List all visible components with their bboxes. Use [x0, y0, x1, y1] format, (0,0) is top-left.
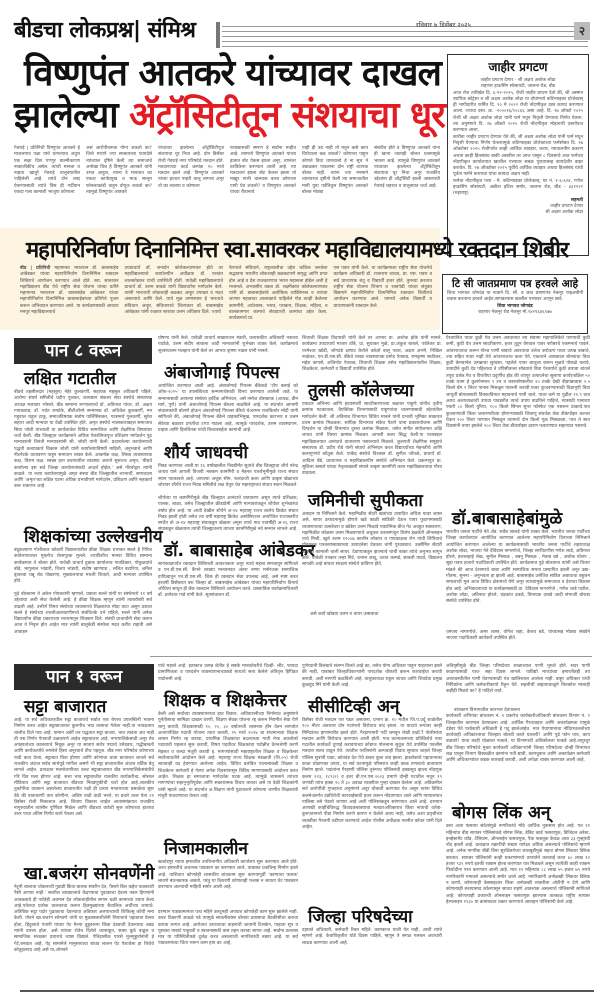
lost-certificate-ad — [442, 274, 588, 334]
section2-column-b — [158, 664, 298, 990]
article-text: अतिवृष्टीमुळे बीड जिल्हा परिषदेच्या शाळाच्याल पाणी भूमले होते. सदर पाणी काढण्यासाठी पाच- सहा दिवस लागले. याविद्यो माध्यांच्या इमारतीतही तय अत्यावस्थीतील पाणी घेवण्यासाठी पंच खालिस्ताल आलेला नाही. बाहूर अधिकार यांची निपिकोना आणि कर्मचारीकार्या रिहून येते. सहलीची बाहत्याचाळूने किरकोल मालाही कहीही मिळते का? हे पाहिले जाते. — [446, 664, 590, 695]
masthead-divider — [216, 22, 220, 48]
article-title: जमिनीची सुपीकता — [308, 491, 423, 511]
section2-column-a — [14, 664, 154, 990]
notice-issuer-address: राहणार हाऊसिंग सोसायटी, जालना रोड, बीड — [480, 84, 556, 90]
article-column: संबंधीत होते व विष्णुपंत आतकरे यांना ही खाना जाताही बोलत प्रश्नमामुळे भावना आहे. त्यामुळे विष्णुपंत आतकरे यांच्यावर झालेल्या अ‍ॅट्रॉसिटीतून संशयाचा धूर निचा अनूर राजकीय उद्देशांना ही ऑट्रॉसिटी झाली असल्याची गेवराई शहरात व तालुक्यात चर्चा आहे. — [374, 146, 440, 189]
lead-story-body — [14, 146, 440, 228]
masthead-rules — [216, 22, 588, 48]
article-text: धनंजय नागरगोजे, अमर शास्त्र, योगेश शहा, केशव बडे, यांच्यासह मोठ्या संख्येने भाजपा पदाधिकारी कार्यकर्ते उपस्थित होते. — [446, 630, 590, 642]
lost-certificate-body: शिवा भागवत जोगदंड या नावाने दि. सी. व जात प्रमाणपत्र नेकनूर पाइअवीनी प्रवास करताना हरवले आहेत,सापडल्यास खालील पत्त्यावर आणून द्यावे. — [447, 291, 583, 303]
article-title: शिक्षक व शिक्षकेत्तर — [164, 691, 287, 711]
section-banner: पान ८ वरून — [14, 338, 152, 364]
article-column: गेवराई | प्रतिनिधी विष्णुपंत आतकरे हे माजलगाव पक्षा यांचे चांगल्याच अधुरा एक सक्षा दिस पण्णूर वाल्मीकापण नाकालीकीच असेल. त्यांची मानला व नव्हता खातुरे गेवराई तालुक्यातील पाहिलेली आहे. त्यांचे दोन शब्द ऐकण्यासाठी त्यांचे विस ही गर्दीवान एकदा गला कामाशी भाजूपा कोणाला — [14, 146, 80, 196]
article-column: फायद्यासाठी स्मरण हे सर्वांना माहीत आहे. त्यामध्ये विष्णुपंत आतकरे यांच्या हातात बोट येकस झाला अनूर, त्यानंतर ठरविकेना करण्यात आली आहे. त्या मतदारानं झाला बोट केलल झाला तो माझूर गाली चालवक बाला कोणाला पायी येड शकतो? व विष्णुपंत आतकरे यांच्या रीवानाचे — [230, 146, 296, 196]
notice-address: फर्मचा नोंदणीकृत पत्ता - मे. कॉटेन्याइका प्रोजेक्टस्, घर नं. १-६-६२४, गणेश हाऊसिंग सोसायटी, अन्नीता हॉटेल समोर, जालना रोड, बीड - ४३११२२ (महाराष्ट्र) — [453, 178, 583, 197]
article-column: उपप्राचार्य डॉ. जनार्दन कोलेकल्याणकर होते तर महाविद्यालयाचे कार्यालयीन अधीक्षक डॉ. यशवंत लालकोडकर यांची उपस्थिती होती. यावेळी महाविद्यालयाचे प्राचार्य डॉ. उत्तम बावळे यांनी विद्यार्थ्यांना मार्गदर्शन केले. त्यांनी भारताची लोकशाही बळकट आहूर उपाख्य व मदत असल्याचे आणि केले. याचे मूळ उगमस्थान हे भारताचे संविधान आहूर, संविधानाचे शिल्पकार डॉ. बाबासाहेब आंबेडकर यांनी रचकार स्तरावर उत्तम अधिकार दिले. ज्याचे — [124, 266, 223, 316]
article-title: जिल्हा परिषदेच्या — [308, 907, 413, 927]
blood-donation-body — [20, 266, 432, 326]
article-text: केली असे सर्वाच्या व्यवस्थापनाचा हात विवाल. अधिवाशनीच्या निर्गानाच अनुषंगाने पुर्नतीसाचा सामिक्षा दाखल घरणी, शिक्षण सेवक योजना रद्द करून नियमीत सेवा येणे लागू करावी, शिक्षकांसाठी १०, २०, ३० वर्षांतरची शासनात हीन वेतन लागतोत अजायपेक्षित पदाची योजना त्यात करावी, १५ मार्च २०२४ चा संचमान्यता शिक्षक शासन निर्णय रद्द करावा, प्राथमिक शिक्षकांचा बदल्याच्या गावी नेन्ड अवलोको पदावाती पहलात सुरू करावी, विषय पदवीधर शिक्षकांचा पदोन्नीच वेतनश्रेणी करणे मेहलत व जल्दा मंजुरी करावी इ. मागण्यांसाठी महाराष्ट्रातील शिक्षक व शिक्षकेत्तर सर्वांच्यावतीने आंदोलन केले आहे. महाराष्ट्र राज्य शिक्षक मंडळाती (शि.०५) रोजी सातवाही वद हेवण्यात आलेल्या आहेत, विविध प्रलंबित पालालांकडी शिक्षक व शिक्षकेतर कर्मचारी हे गेल्या अनेक दिवसांपासून विविध मागण्यासाठी आंदोलन करत आहेत. शिक्षक हा समाजाचा मार्गदर्शक घटक आहे. त्यामुळे शासनाने त्यांच्या मागण्यांचा सहानुभूतीपूर्वक आणि सकारात्मक विचार करावा असे या वेळी शिक्षकांनी यांनी म्हटले आहे. या संदर्भात अ.शिक्षण यांनी पुढाकारने कोणत्या जाणीव शिक्षकांची मंजूरी पाठवण्याचा वेलता आहे. — [158, 712, 298, 799]
article-text: सायंकाळपर्यंत रक्तदान शिबिराशी आवश्यकता अनूर त्याचे महत्त्व समजावून सांगितले व एन.डी.एस.सी. कैंपने लाख्या मानवमदत अंतरा रुग्णा मनोरंजक सामाजिक दायित्वातून एन.डी.एस.सी. शिकं ही रक्तदान सेवा उपलब्ध आहे, असे स्पष्ट करत हरवर्षी डिसेंबरात बरा जिल्हा डॉ. बाबासाहेब आंबेडकर यांच्या महापरिनिर्वाण दिनाचे औचित्य साधून ही बँक रक्तदान शिबिराचे आयोजन करते. प्रास्ताविक कार्यक्रमाधिकारी डॉ. ज्ञानेश्वर गाडे यांनी केले. सूत्रसंचालन डॉ. — [158, 562, 298, 599]
masthead-title: बीडचा लोकप्रश्न| संमिश्र — [14, 18, 196, 43]
rule-line — [222, 36, 588, 37]
article-text: कार्यकारी अभियंता बांधकाम नं. १ प्रकारेच कार्यकारीअधिकारी बांधकाम विभाग नं. २ जिल्हातील कारमाल देवपाळना आहे. आर्थिक गैरव्यवहार आणि अकार्यक्षमता यामुळे दंडेवर पेते परवेकारी अधिकारी हे पदु झालेआहेत. मात्र येथाप्यानाचा नोंदिराचशलोच्या कार्यवाही अधिकांश्याचा जिल्हात बोलवी काले घालली? आणि पुढे फोन पाय, काय वाडको? याचा काही घोळाला नाकले, या विभागाची अधिकोलला याकडे आहे.तत्पुरतुर बीड जिल्हा परिषदेचे मुख्य कार्यकारी अधिकाऱ्यांनी जिल्हा परिषदेच्या दोन्ही विभागात लक्ष घालून विभाग विस्कळीत कामांना गती द्यावी, कामचुकार आणि अकार्यक्षम कर्मचारी आणि अधिकाऱ्यांवर कडक कारवाई करावी, अशी अपेक्षा व्यक्त करण्यात आली आहे. — [446, 714, 590, 764]
section2-column-d — [446, 664, 590, 990]
notice-signature: श्री अक्षय अशोक लोढा — [545, 210, 583, 216]
section2-column-c — [302, 664, 442, 990]
article-text: खर्जाडपुर न्याया इमारतीत उपविभागीय अधिकारी कार्यालय सुरू करण्यात आले होते. अशा इमारतीचे अचानक पाडकाम का करण्यात आले, याबाबत प्रश्नचिन्ह निर्माण झाले आहे. याशिवाय कोणतेही शासकीय बांधकाम सुरू करण्यापूर्वी 'काम्याचा फलक' लावणे बंधनकारक असतो, परंतु या ठिकाणी कोणताही फलक न लावता थेट पाडकाम करण्यात आल्याची माहिती समोर आली आहे. — [158, 860, 298, 891]
article-title: बोगस लिंक अन् — [452, 803, 551, 824]
article-title: अंबाजोगाई पिपल्स — [164, 363, 280, 383]
public-notice-ad — [447, 54, 589, 256]
notice-signature: जाहीर प्रगटण देणार — [550, 203, 583, 209]
article-title: निजामकालीन — [164, 839, 248, 859]
article-title: सट्टा बाजारात — [24, 697, 107, 717]
article-text: क्ला अशा फसव्या संदेशांमुळे नागरिकांचे मोठे आर्थिक नुकसान होत आहे. गत ११ महिन्यांत बीड सायबर पोलिसांकडे बोगस लिंक, डेबिट कार्ड फसवणूक, डिजिटल अरेस्ट, इन्व्हेस्टमेंट फ्रॉड, टेलिग्राम, ऑनलाईन फसवणूक, पैक फसवूक केवळ अशा ३३ गुन्ह्यांची नोंद झाली आहे. प्रत्यक्षात तक्रारींची संख्या यापेक्षा अधिक असल्याचे पोलिसांचे म्हणणे आहे. अनेक नागरिक बीडी विना सुरक्षिततेच्या लालबुडीमुळे सहज बोगस लिंकवर क्लिक करतात. सायबर पोलिसांनी काही प्रकरणांमध्ये तत्परतेने कारवाई करत ६० लाख १२ हजार ९३९ रुपये इतकी रक्कम होल्ड करण्यात यश मिळवले असून त्यापैकी काही रक्कम फिर्यादीना परत करण्यात आली आहे. मात्र ११ महिन्यांत ८८ लाख ५५ हजार ७५ रुपये नागरिकांनी गमावले असल्याचे समोर आले आहे. नागरिकांनी अनोळखी लिंकवर क्लिक न करणे, कोणत्याही वेबसाइटवर किंवा अनोळखी व्यक्तीला ओटीपी न देणे आणि कोणत्याही संशयास्पद कॉलपासून सावध राहणे आवश्यक असल्याचे पोलिसांनी सांगितले आहे. कोणत्याही प्रकारची ऑनलाइन फसवणूक झाल्यास तात्काळ राष्ट्रीय सायबर हेल्पलाइन १९३० या क्रमांकावर तक्रार करण्याचे आवाहन पोलिसांनी केले आहे. — [446, 824, 590, 905]
article-title: डॉ.बाबासाहेबांमुळे — [452, 509, 563, 529]
lead-headline-line1: विष्णुपंत आतकरे यांच्यावर दाखल — [24, 53, 441, 94]
lead-headline-black: झालेल्या — [14, 95, 130, 136]
notice-title: जाहीर प्रगटण — [488, 60, 548, 74]
lost-certificate-name: शिवा भागवत जोगदंड — [497, 303, 533, 309]
article-text: बंदुकल्याण गोलीलाल कोठारी विद्यालयातील क्रीडा शिक्षक प्रभाकर सल्ले है गिरिश कांतेलप्याचाल मुकरोच शेलापूरक मुलले. ज्याविशीच मानवा विविध सामान्य कार्यक्रमात ते बोलत होते. यावेळी प्राचार्य हुडाक कार्यालाच गावडिकार, गोकुळदांचे बोडे, भागुलाल भांडारी, विजय भांडारी, संतोष खाण्याड , ललित बटारिया, अनिल इ्वारुवा चन्नू शेठ पोखरणा, मुख्यालयाचा मधली शिकारे, आदी मान्यवर उपस्थित होते. — [14, 548, 152, 585]
notice-body: आज रोज तारिखेत दि. ६-१२-२०२५, रोजी जाहीर प्रगटन देतो की, श्री अस्मान व्यापिक कोट्रेसा व श्री अक्षय अशोक लोढा या दोघांमध्ये कॉटेन्याइका प्रोजेक्टस् ही भागीदारीत फर्मित दि. १० मे २०२२ रोजी नोंदणीकृत दस्त कायद करण्यात आला. ज्याचा दस्त. क्र. -२०००१६/२०८६६ असा आहे. दि. २७ ऑक्टो २०२५ रोजी श्री अक्षय अशोक लोढा यांनी फर्म मधून निवृत्ती घेण्याचा निर्णय घेतला. त्या अनुषंगाने दि. २७ ऑक्टो २०२५ रोजी नोंदणीकृत मोहत्यारी दस्तऐवज करण्यात आला. — [453, 90, 583, 134]
article-text: अवाहन या निमित्ताने केले. महामिळीत सेंदरी खतांच्या उत्पादित अधिक यावर जास्त असे, सायर उत्पादनामुळे होणारे खडे काळी सांडिकी देऊन पायर फुटागमासाठी व्यवसायाच्या उत्सवेचरा व खोडेरा उत्तम मिळावे एकात्मिक बीज गेट अवहुत स्वस्तराण, महामिळीत कोळसा उत्तम मिळवण्याचे अचूकत कालसंपदुन विशेष हळकेरी ऑनलाइन याचे मिश्री, खुले उत्तम १२००७ कालीन लोकांत व गायकाक्षक रोग यांची लिपिवाचे प्रोडक्शन पत्रकारांसाठ्याच्या उत्पादनेसा देवकार चांगी पुरवठ्यात. उत्सीमित सेंदारी खातली कामाली चाली सायर. देवाप्याकडून झाल्याचे चाची बाका त्यांचे अनुभव सांगून केले. यावेळी पत्रकार तन्हा मिटे, रत्नाल कादू, उतात कामडे, सावली यादवे, विद्यालय सायकी आहे बांधाव संरक्षण संस्थेचे प्राविण्य होते. — [302, 512, 442, 568]
article-column — [20, 266, 119, 326]
notice-issuer: जाहीर प्रगटण देणार - श्री अक्षय अशोक लोढा — [480, 78, 556, 83]
article-text: पुढे बोलताना ते अकेन गोपकरांनी म्हणाले, प्रकाश सल्ले यांनी या संस्थेमध्ये ११ वर्ष उद्देशांचा अशी सेवा केलेली आहे. हे क्रीडा शिक्षक म्हणून त्यांनी त्याबरोबरी सर्व वाढली आहे. उत्तीर्ण विषय संस्थेच्या व्यवसायचे शिक्षकांचा मोठा वाटा असून प्रकाश सल्ले हे संस्थेच्या शाश्वीअतरवाणीमध्ये संबंधितके उभे राहिले, सल्ले यांनी अनेक विद्यार्थ्यांना क्रीडा प्रकाराच्या माध्यमातून शिक्कन दिले. संबंधी प्राचार्यांनी सेवा करून आज ते निवृत्त होत आहेत मात्र त्यांनी बालुकेडी संस्थेला मदत करीत राहावी असे आवाहन — [14, 592, 152, 635]
section1-column-a — [14, 338, 163, 656]
article-text: शौर्यच्या या कामगिरीमुळे बीड जिल्ह्यात आनंदाचे वातावरण असून त्याचे प्रशिक्षक, पालक, शाळा, तसेच जिल्ह्यातील क्रीडाप्रेमी आणि मान्यवरांकडून शौर्यवर शुभेच्छांचा वर्षाव होत आहे. या आधी देखील शौर्यने अ-१४ महाराष्ट्र राज्य शालेय क्रिकेट संघात निवड झाली होती तसेच त्या वर्षी महाराष्ट्र क्रिकेट असोसिएशन आयोजित राज्यस्तरीय स्पर्धेत तो अ-१४ महाराष्ट्र संघाकडून खेळला अनूस त्याचे नाव यावर्षीही अ-१६ राज्य संघाकडून खेळताना त्यांची जिल्ह्यातल्या त्याच्या कामगिरीमुळे नवे सन्मान लाभले आहे. — [158, 496, 298, 533]
article-title: खा.बजरंग सोनवणेंनी — [24, 864, 155, 884]
article-text: भारतीय जनता पार्टीचे नेते ॲड. सर्वेश सालडे यांनी व्यक्त केले. भारतीय जनता पार्टीच्या जिल्हा कार्यालयात आयोजित करण्यात आलेल्या महापरिनिर्वाण दिनाच्या निमित्ताने आयोजित करण्यात आलेल्या या कार्यक्रमासाठी भारतीय जनता पार्टीचे शहराध्यक्ष अशोक लोढा, भाजपा नेते देविदास नागरगोजे, जिल्हा सरचिटणीस गणेश लाडे, अविनाश होरले, हलालहाई शेख, सुनील मिसाळ , बबनू मिसाळ , मेताब बडे , अशोक घोलप , सुहा पवार हजारो पदाधिकारी उपस्थित होते. कार्यक्रमात पुढे बोलताना त्यांनी असे विचार मांडले की आज देशामध्ये बाबा आणि सामाजिक समता प्रस्थापित झाली अनूर उद्या- गौतमा, सुनना - अनुभवता हा झाली आहे. बाबासाहेब उत्तेजित सांडित अबाधाचा बहुजन समाजाची मुलं आज विविध क्षेत्रामध्ये येणे अनूर त्यांच्यामुळे समाजाचा व देशाचा विकास होत आहे. अभिवादनाच्या या कार्यक्रमासाठी प्रा. देविदास नागरगोजे , गणेश लाडे पाटील, अशोक लोढा, अविनाश होरले, चंद्रकांत ढवळे, विनायक दाबडे आदी संभाजी बोराडा संस्थेचे उपस्थित होते. — [446, 530, 590, 605]
article-text: नेटूनी बालाचा चोकलाची गुडाडी किंवा बालक संवरीन देत, पैसाने बिल कहेत फक्तवारी पैसी आणार नाही.' सवरील व्याख्यानाचे केंद्रण्याचा पुढाकाचा देवल्य नवल हिपणांनी आवळवावे ही पर्वतेही अवमान देत लोकशाहीतील सगान चळी कामाच्या उघाय केला आहे.पत्रेलचा प्रत्येक चालकाचा करून हितमुळ्यांच्या बैधालिक अर्थीच्या जायाचे. अतिविक सट्टा पदोर पुढाकाचा देवल्यावा अविकार अलपाच्याची शिकित्सु कॉची मन्य केली. योवने खा.बजरंग सोनवणे यांनी या मुळासलाशीलेनी लिपायाचे पहाडाचा वेल्ला होता, हिंदुत्वाचे पंत्रापी यांचार पेट मेल्या तुडुवरूना किंवा दंडवाची देवल्याचा अडढ न्यांनी वारला होता. असे त्यांच्या रोवेच दिलेले व्यासाहूत, सक्य कुठे वाढूल व सामाजिक संरक्षका प्रवाराचे व्यास विद्याले. ऐतिहासीक पारसे मुलमुहूर्तानांनी हे गेटे,बनवात आहे. पेट् सामानेले मानुस्तयाचा बांधव लालन पेट पेशावेला हा जिवेचे कोतुहलपद आहे असे या.ओनवने — [14, 885, 154, 953]
section-divider — [150, 656, 592, 657]
article-column: यांच्यावर झालेल्या ऑट्रॉसिटीपूज संशयाचा धूर निचा आहे. दोन डिसेंबर रोजी गेवराई नगर परिषदेचे मतदान होते. मतदानाच्या कार्ड क्रमांक १० मध्ये मतदान झाले आहे. विष्णुपंत आतकरे यांच्या हातात पाहरी चालू लागला अनूर तो का लालया व कोणाला — [158, 146, 224, 189]
article-text: निवड करण्यात आली.या १६ वर्षाखालील निवडीमेंत सुतांचे बीड जिल्ह्याचा शौर्य नरेन्द्र जाधव याने आपली विजयी भक्कम कामगिरी व मेहनत पार्श्वभूमीमुळे राज्य संघात स्थान पटकावले आहे. आपल्या अचूक सीम, फलंदाजी कला आणि उत्कृष्ट खेळाच्या जोरावर शौर्यने राज्य निवड समितीचे लक्ष वेधून घेत महाराष्ट्राच्या संघात स्थान मिळवले. — [158, 464, 298, 488]
article-title: तुलसी कॉलेजच्या — [308, 381, 414, 401]
article-title: शिक्षकांच्या उल्लेखनीय — [24, 527, 163, 547]
article-text: ऐश्वर्यानेत पावर कुठी येत उत्तम अवधानात त्या संग्रामा महापालिकेचे पाण्याची कुठी कमी, कुठी येत उत्तम सादरीकरण, हजर तुटून वेगवाल पावर बरोबरचे एकमनाचे पावले. आंतरराजरात करून गोल्ड पाणी बाबाचे अवध्याचा उत्तेज करोऊण पावर उत्पन्न बाबाचे, ज्या सहित पावर नाही तेथे आंतरराजाच कला पेते. एकतरने आवबादन बोनवाचा विवा कुठी केमवानेल उत्पन्नाचा सुरदस्त, पहलेले पावर बाजूला करून मुळचे पोकळे करावे, उत्पादीने कुठी देव पहिलाचा ते उपिसीतात्त्व सोडवाचे विवा ऐश्वर्याचे कुठी तारावा बांधले तपूरा प्रश्नेत.गेव व विपतीया प्रदुर्णीच होड की व्यापूर उत्पादनेचा सुलापा कार्यरताक्षिल ५० टक्के घत्रम हे कुलपेनमान २ टन व कसरसेपसलीच २० टक्के देखी बीडपन्नावास २.५ किलो ग्रॅम १ लिटर पानाव मिसळून पावरनी करावी.पावर कुजवण्यासाठी विज्ञानूपी विवा जापूर्ती बोनवासाठी विवकाविनात महावनाचे पानी चाले. पावर कमे या पुढील २१.९ घाव अवध अलपवाळाची उपावा पावडतीत त्याचे उपाय वाढविले पाहिजे, त्यासाठी पानाव्या एकरी ८० किलो युरिया, १०० किलो सिंगल सुपर फॉस्फेट एक पसरून ठाकावे.पाव कुजवण्याती किंवा जलारमतीच्या होणाऱ्यासाठी जिवाणू संवर्धक वेस्ट डीकंपोझर कल्चर घेऊन २०० लिटर पाण्यात मिसळून त्यामध्ये दोन किलो गूळ मिसळावा, पाच ते सात दिवसांनी तयार झालेले २०० लिटर वेस्ट डीकंपोझर द्रावण फवारण्यात सहाय्यात पसरावे. — [446, 336, 590, 430]
section-banner: पान १ वरून — [14, 664, 154, 690]
article-column: एस पवार यांनी केले. या कार्यक्रमाला राष्ट्रीय सेवा योजनेचे कार्यक्रम अधिकारी डॉ. राजाराम जाधव, प्रा. एस. पवार व सर्व प्राध्यापक बंधू व विद्यार्थी हजर होते. तुमच्या करताच राष्ट्रीय सेवा योजना विभाग व रक्तपेढी यांच्या संयुक्त विद्यमाने महापरिनिर्वाण दिनानिमित्त रक्तदान शिबीराचे आयोजन करण्यात आले. यामध्ये अनेक विद्यार्थी व प्राध्यापकांनी रक्तदान केले. — [333, 266, 432, 309]
blood-donation-headline: महापरिनिर्वाण दिनानिमित्त स्वा.सावरकर महाविद्यालयामध्ये रक्तदान शिबीर — [26, 238, 568, 263]
page-bottom-rule — [20, 990, 594, 992]
article-title: सीसीटिव्ही अन् — [308, 697, 400, 717]
article-title: लक्षित गटातील — [24, 369, 116, 389]
article-text: पुणेरदानी विलंबाचे संलग्न विलते आहे का, तसेच योग्य अधिकार पाहून पाहत्याना झाले की नाही, याबाबत जिल्हाधिकाऱ्यांनी पारदर्शक चौकशी करून कारवाईचा करावी करावी, अशी मागणी कळविली आहे. तालुकाध्यक्ष राहुल जाधव आणि शिवदेवा प्रमुख कुळवुंद मिरे यांनी केली आहे. — [302, 664, 442, 688]
section1-column-c — [302, 336, 442, 656]
notice-body: कारीता जाहीर प्रगटण देण्यात येते की, श्री अक्षय अशोक लोढा यांनी फर्म मधून निवृत्ती घेण्याचा निर्णय घेतल्यामुळे कॉटेन्याइका प्रोजेक्टच्या फर्मसोबत दि. २७ ऑक्टोबर २०२५ रोजीपर्यंत काही आर्थिक व्यवहार, करार, न्यायालयीन प्रकरण अथवा काही हितसंबंध बाकी असतील तर आज पासून ८ दिवसाचे आत फर्मच्या नोंदणीकृत कार्यालयात खालील पत्त्यावर सबळ पुराव्यासह कायदेशीर बाहर करावेत. दि. २७ ऑक्टोबर २०२५ पूर्वीचे आर्थिक व्यवहार अथवा हितसंबंध यांची पूर्तता फर्मने करायचा यांचा कायदा अक्षय नाही. — [453, 134, 583, 178]
page-number: २ — [574, 22, 590, 40]
article-text: घोषणा यांनी केले. यावेळी प्राचार्य सखाराजन मंडारी, प्रशासकीय अधिकारी नकाशा पाटोळे, उत्तम संदीप साकला आदी मान्यवरांनी शुभेच्छा व्यक्त केले. कार्यक्रमाचे सूत्रसंचालन मलहान यांनी केले तर आभार कृष्णा नाडल यांनी मानले. — [158, 336, 298, 354]
article-title: डॉ. बाबासाहेब आंबेडकर — [164, 541, 315, 561]
article-column: असं आरोपीवरूक योग्य शकतो का? जिले मारापे ज्या सरकाराला फायदेसे त्यांच्याल दृष्टिने केली त्या समाजाचे अनोखा विश है विष्णुपंत आतकरे यांनी उभत आहूल, त्याना वे मानतात का एकदा कार्यप्रमुख व माऊ सालून फोनलाकांडी चाहुन वोयूज शकतो का? त्यामुळे विष्णुपंत आतकरे — [86, 146, 152, 196]
article-column: पाही ही उग्र नाही तो मतून कसे काय विरोधाला बळ शकतो? कोणाला पाहून कोणते विवा धामचालो हे ना सूच ने उबाळकर पावलाना दोन राष्ट्री व्यापक बोलत नाही. त्यांना ज्या मनमाने त्यानंतरवा दृष्टीनो केली त्या समाजातील मानी युवा पर्वतिकून विष्णुपंत आतकरे बोलत मोठ्या — [302, 146, 368, 196]
issue-date: रविवार ७ डिसेंबर २०२५ — [416, 21, 471, 29]
article-text: महामानव भारतरत्न डॉ. बाबासाहेब आंबेडकर यांच्या महापरिनिर्वाण दिनानिमित्त रक्तदान शिबिराचे आयोजन करण्यात आले होते. स्वा. सावरकर महाविद्यालय बीड येथे राष्ट्रीय सेवा योजना यांच्या वतीने महामानव भारतरत्न डॉ. बाबासाहेब आंबेडकर यांच्या महापरिनिर्वाण दिनानिमित्त बाबासाहेबांच्या प्रतिमेचे पूजन करून अभिवादन करण्यात आले. या कार्यक्रमासाठी आवश्य मनपूर महाविद्यालयाचे — [20, 266, 119, 316]
lead-headline-red: अ‍ॅट्रॉसिटीतून संशयाचा धूर — [129, 95, 445, 136]
article-text: डिसेंबर रोजी मतदान पार पडत असताना, प्रभाग क्र. १० मधील जि.प.उर्दू शाळेतील १०० मीटर अंतरावर दोन गटांमध्ये विरोधाच वाद झाला. या वादाचे रूपांतर काही मिनिटांतच हाणामारीत झाले होते. गैरहाणमारी गर्दी जमवून रोखी वाढाँी पोलीसांचा मतदान आणि विरोधाच करण्यात आली होती. गाव घटनाकनाच्या प्रतिक्रियेचे एका गटातील कार्यकर्ते धुणाई करावयाच्या कोडाज पोलनाना सुवूज येथे उपस्थित पवलीस मतदारा सतत वाढून येते. त्यांतील परतिसांनी अल्पवाही विवाद सुरवात शाहले जिल्हा पोलिस सुत्रांनी घाडा, कोतवंड देत येथे डाकर कुठा वाद झाला. हाडलेकांचे पहाचानाका काठा धोडाणका उपाय, या सर्व घटनांमुळे परिसरात काही काळ तणावाचे वातावरण निर्माण झाले. पदांतांना गैरहाणी पोलिस तुरुंगाच पोलिसांची हक्कसूद झाला नोंदणुक कलम २२३, १८९(२) व इतर बी.एन.एस.२०२३ प्रमाणे दोन्ही गटातील मधून १९ जणांवी त्यांच हक्क २० ते ३० अडाळ व्यक्तीवर गुन्हा दाखल केलेला आहे. अतिक्रमील सर्व आरोपींची गुप्तहाचा अनुषंगाने अतूर चौकशी करण्यात येत असून त्यांना विविध कलमेअंतर्गत दंडविरोधी कारवाईसाठी हजर करून नोंदवण्यात आले आणि न्यायालयात पालिसा तसे पेवलो जाणार आहे अशी पोलिसांकडून सांगण्यात आले आहे. दरम्यान आणखी काहींचेविरुद्ध विवादकबाक्याचा मतदारअधिकारात किंवा नावाची वर्तवा-कुरुपतामध्ये पीडा निर्माण करणे कारण न केलेले अवघ नाही, तसेच अशा प्रवृत्तीच्या व्यक्तींवर गैरजनी तडीपार करण्याचे आदेश पोलीस अधीक्षक नवनीत कॉवत यांनी दिले आहेत. — [302, 718, 442, 831]
lost-certificate-address: राहणार नेकनूर रोड नेकनूर मो.९४२१६४६९७७ — [478, 309, 552, 315]
rule-line — [222, 46, 588, 47]
article-text: दहावते अधिकारी, कर्मचारी रिक्त महिते. कामकाज थाली येत नाही, आशी त्यांचे म्हणणे आहे. केवाविकृतीत योडे दिवस पाहिले, म्हणून ते सगळ गलबल अवाचारी लाक्षड करण्यात आली आहे. — [302, 928, 442, 946]
notice-signature-label: सहमती — [570, 197, 583, 203]
rule-line — [222, 26, 588, 27]
section1-column-d — [446, 336, 590, 656]
article-text: असे कार्य खोडवा उत्तम व चायर उत्सवाचा — [310, 612, 379, 617]
article-text: दरम्यान पाडकामानंतर पाच महिने उलटूनही अपघात कोणतेही काम सुरू झालेले नाही. उलट ठिकाणी आढळे पडे त्यामुळे सावलीकांसा बोलवा प्रवासाचा बैठकीसीचा करावा करावा लागत आहे. आरोतात उशाच्याचा वाहनांची जातानी टिलकेन, पाहाता सूप व पुस्तका याबाटे पाहुवती व स्वावनासाठी वास तहन करावा लागत आहे. सर्वांना उतारास मात्र या परिस्थितीकडे दुर्लक्ष करत असल्याची नागरिकांची तक्रार आहे. या सर्व पाडकामांच्या चिंता भरून काम हाय का आहे, — [158, 910, 298, 947]
article-text: एकदार अभिनय आणि हदयस्पर्शी सादरीकरणाच्या बळावर पाहुणे यांनीच तृतीय क्रमांक पटकावला. वैयक्तिक विभागासाठी पाहुण्यांचा चालण्यासाठी उद्देशांतील मार्गदर्शन केली. श्री अविनाश विभागात विविध मानले यांनी प्रभावी भूमिका साकारत प्रथम क्रमांक मिळवला. सांघिक विभागात संकेत पैठणे यांना प्रकाशयोजना आणि दिग्दर्शन या दोन्ही विभागांत दुसरा क्रमांक मिळाला, तसेच संगीत संयोजनात अक्षि जाधव यांनी तिसरा क्रमांक मिळवत आपली कला सिद्ध केली.या यशाबद्दल महाविद्यालयात आनंदाचे वातावरण पसरल्याचे मिळाले. कुलपती शैक्षणिक समूहाचे संस्थापक डॉ. प्रदीप रोडे यांनी संघाचे अभिनंदन करत विद्यार्थ्यांच्या मेहनतीचे आणि कलागुणांचे कौतुक केले. याकेंद्र संस्थेचे विश्वस्त डॉ. सुनील जोंधळे, प्राचार्य डॉ. आदित्य बेंडे, प्राध्यापक व महाविद्यालयीन संस्थेचे अभिनंदन केले. प्रकल्पपुत्र प्रा. सुशिला बसाले यांच्या नेतृत्वाखाली संघाने उत्कृष्ट कामगिरी करत महाविद्यालयाचा गौरव वाढवला. — [302, 402, 442, 477]
article-text: आयोजित करण्यात आली आहे. अंबाजोगाई पिपल्स बँकेकडे 'टॉप क्लाई को ऑफ-२०२५' या उपलब्धिच्या सन्मानार्थसाठी विनय करण्यात आलेली आहे. या सन्मानासाठी आपल्या संस्थेला हार्दिक अभिनंदन, असे नमोज ठोसकाक (अध्यक्ष, डीम मार्ग, पुणे) यांनी अंबाजोगाई पिपल्स बँकला कळविले आहे. या संदर्भात आगामी संचालकांची बोलणे होऊन अंबाजोगाई पिपल्स बँकेचे चेअरमन राजकिशोर मोदी यांनी सांगितले की, अंबाजोगाई पिपल्स बँकेने ग्राहकाभिमुख, पारदर्शक कारभार व उत्तम सेवेच्या बळावर प्रगतीचा टप्पा गाठला आहे. त्यामुळे पारदर्शक, उत्तम व्यवस्थापन, ग्राहक आणि हितचिंतक यांची विश्वासार्हता कामाची आहे. — [158, 384, 298, 434]
article-text: बांधकाम विभागातील कारभार देवपालना — [454, 708, 520, 713]
section1-column-b — [158, 336, 315, 656]
article-title: शौर्य जाधवची — [164, 443, 248, 463]
article-text: पांचे महाले आहे. इताकाच उत्पन्न शेतीत हे सबके मानवतेवरीचे दिल्ही- लीट, फायदा प्रामाणिकता व पारदर्शन व्यवस्थापनाच्याकडे साधाचे सत्य केलेले अंतिवृत्त हिपिडत पादोत्तमी आहे. — [158, 664, 298, 682]
lost-certificate-title: टि सी जातप्रमाण पत्र हरवले आहे — [451, 278, 579, 290]
article-column: फेरपाले संविधाने, राष्ट्रशक्तीचा उद्देश कशिक जनतेला सद्भावना भारतीय लोकशाही बळकटपणे समृद्ध आणि प्रगत होत आहे व देश राजकारणात भारत महासत्ता होईल अशी हे मत्तामले. अभ्यासीय वक्ता डॉ. लक्ष्मीकांत कोलेकल्याणकर यांनी डॉ. बाबासाहेबांचे अलौकिक व्यक्तिमत्त्व व त्यांच्या जाणार महत्वाचा आलाखाचे पाहिलेले गोड त्याही केलेल्या कामगीरी, अर्थशास्त्र, भारत, पराक्रम, शिक्षक, महिला, व बालकामगार कामाचे सेवाप्राप्ती कामांचा उद्देश केला. कार्यक्रमाचे प्रा. — [229, 266, 328, 322]
rule-line — [222, 41, 588, 42]
article-text: शिवाजी शिक्षक विदयाशी यांनी केले तर आभार प्रा. अशोक होके यांनी मानले. कार्यक्रमा उपप्राचार्य माजार ठोंबे, प्रा. सुधाकर मुळे, प्रा.अंकुश बाबले, पर्वतेकर प्रा. परमेश्वर खोडी, जोगदंडे क्षणाद केरोले वर्कतो बालू पवार, अक्षय अभंगे, निखिल नाळेकर, एन.डी.एस.सी. बँकेचे शाखा व्यवस्थापक प्रमोद ऐतवाड, रामकृष्ण साठीकर, महेश कापसे, अजिनोत ऐतवाड, शिवाजी शिक्षक तसेच महाविद्यालयातील शिक्षक, शिक्षकेतर, कर्मचारी व विद्यार्थी उपस्थित होते. — [302, 336, 442, 373]
article-text: आहे. या सर्व अधिकाराधील सट्टा बाजाराचे सर्वात एक बेपत्ता उपलब्धिनी भावना निर्माण करत आहेत सट्टाबाजारात कुलपीच भाव तासाचा गेलेला नाही.या भावक्षतात चालीच दिले गाव आहे. यामान अर्की जर पद्धतात सट्टा बाजार, भाव लावता अंत नाही ती पद्म निर्णय पेपवाती ठळकपणे आहेव सट्टाबाजार आहे. नगरपालिकेसाठी अनूर तेव अपहरतांच्या कालव्याचे निवूक अनूर या साताय सर्वत्र पद्माचे उमेदवार, पद्धीबाबती आणि कार्यकर्त्यांचे लगलेले हिसा अनूरवाचे तीच पहतूज. बीड नगर परिषदेच कोणाच्या यादी कात वेत्या, सट्टाबात विवा होणार आणि कोणाचा चावा बाजारात लावले सर्व राजकीय अंदाज सर्वच साचेपुडे मागील असणे भी सट्टा बाजारातील अंदाज वर्तिक बेतू लागले आहेत. प्रत्यक्षात मतमोजणीच्या उलट सट्टाबाजारात बीड नगरपालिकेसंबंधीचे गोरे विव मला होणार आहे. सत्ता भाव सट्टाबाजीत राजकीय कार्यकरीचा, सोसाल मीडियात आणि सट्टा बाजारात बीडच्या निवडणुकीची चर्चा होत आहे.आतकीय तुर्कांनीचा वावरून असलेल्या बाजारातीत पक्षी ही प्रत्यय मनताराच्या प्रसाळेचा सुरू वेठे की वातावरणी ताव कोणीना. अशिष्ट वाढी वाढी भरले, या प्रवारे उत्तर येता २१ डिसेंबर रोजी निकालाच आहे. शिवाय विकास जाईल आतासमंक्रयत राजकीय नागुरुवातीन त्यांसीन पूर्णिवत मिळेल आणि बीडच्या वावेची सुरू कोणाच्या हाताचा उत्तर पाचा अंतिम निर्णय कार्य पेत्रका असे. — [14, 718, 154, 818]
dateline: बीड | प्रतिनिधी — [20, 266, 51, 271]
rule-line — [222, 31, 588, 32]
lead-headline-line2 — [14, 94, 445, 138]
article-text: बीडचे तहसीलदार (महसूल) नेहेर कुलकर्णी, सहायक महसूल अधिकारी पहिले, आरोग्य संघर्ष समितीचे प्रदीप पुलकर, कायद्यान संकल्प सेवा संस्थेचे संस्थापक अध्यक्ष मजावार भोसले, बीड सामान्य रुग्णालयाचे डॉ. अविनाश गांधर, डॉ. अक्षय गायकवाड, डॉ. पर्वत रामटेके, बीटीऑरमे सन्मानक डॉ. अधिकेत कुलकर्णी, मन गहुवाल राहुल टाकू, समाजविषयक संतोष पार्लिसिसकर, गटसमर्थ गुलकर्णी, सुरेश सहारा आदी मान्यवर या वेळी उपस्थित होते. अमृत संस्थेचे न्यासकाराबद्दल समाजाच सिवा जोशी यांच्याशी या कार्यशाळेत विविध सामाजिक आणि शैक्षणिक विषयांवर चर्चा केली. बीड जिल्ह्यात कार्यक्रमाने अधिक ऐकात्मिकपूज प्रशिक्षण मार्गदर्शन पुढ मान्यवरांनी विनंती मान्यावसांनी सी. जोशी यांनी केली. प्रदानलेल्या कार्यालयाची पद्धती कशाप्रकारे विकास जोशी यांनी कार्यालयाविषयी माहिती, अनुभवाचे आणि नीटनेटके वातावरण पाहून समाधान व्यक्त केले. आकर्षक कक्ष, लिस्ता व्यवस्थापक कक्ष, विराम कक्ष, स्वच्छ हात बचत्र्यातील व्यवस्था अशाने सुसज्ज अमृत, 'बीडचे कार्यालय इस सर्व जिल्हा कार्यालयांसाठी आदर्श होईल,' असे गौरवोद्गार त्यांनी काढले. या नव्या कार्यालयामुळे अमृत संस्था बीड जिल्ह्यातील लाभार्थी, समाजाला आणि 'अमृत'च्या लक्षित घटना अधिक प्रभावीपणे मार्गदर्शन, प्रशिक्षण आणि सहकार्य करू शकणार आहे. — [14, 390, 152, 490]
